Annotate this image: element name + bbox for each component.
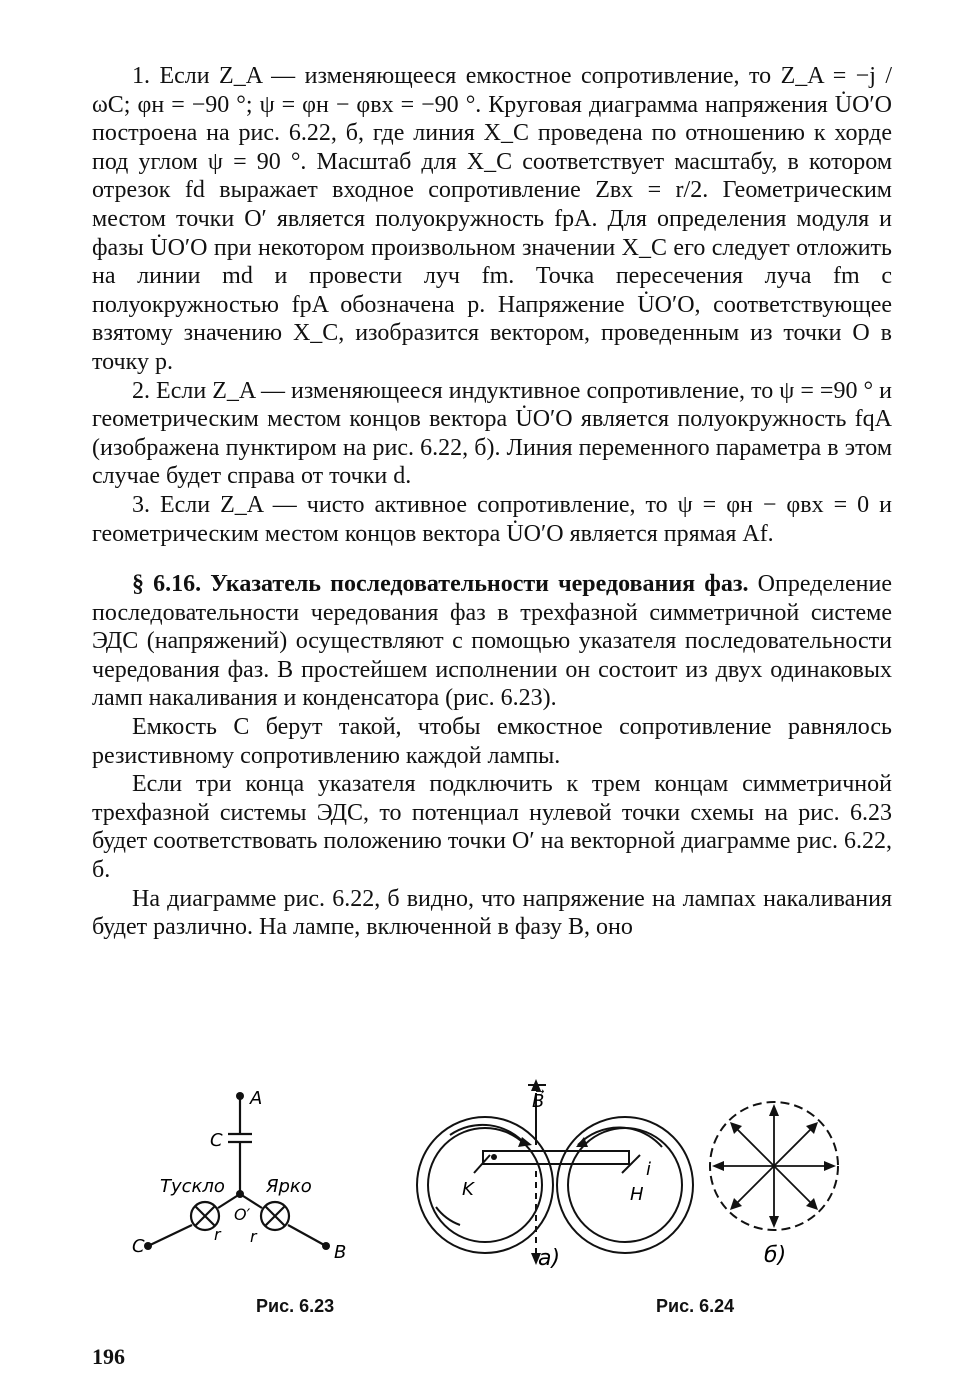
label-capacitor: C (210, 1130, 223, 1151)
section-heading: § 6.16. Указатель последовательности чередования фаз. (132, 571, 749, 598)
label-b-subfigure: б) (764, 1243, 787, 1268)
section-paragraph-4: На диаграмме рис. 6.22, б видно, что напряжение на лампах накаливания будет различно. На лампе, включенной в фазу B, оно (92, 885, 892, 941)
label-node: O′ (234, 1205, 251, 1224)
main-text (92, 62, 892, 942)
paragraph-case-3: 3. Если Z_A — чисто активное сопротивление, то ψ = φн − φвх = 0 и геометрическим местом концов вектора U̇O′O является прямая Af. (92, 491, 892, 547)
section-6-16-intro (92, 570, 892, 713)
label-k: K (462, 1179, 474, 1200)
label-dim: Тускло (160, 1176, 225, 1197)
label-bright: Ярко (266, 1176, 312, 1197)
label-r-right: r (250, 1227, 257, 1246)
figure-6-24b-radial (700, 1080, 850, 1275)
section-paragraph-3: Если три конца указателя подключить к трем концам симметричной трехфазной системы ЭДС, то потенциал нулевой точки схемы на рис. 6.23 будет соответствовать положению точки O′ на векторной диаграмме рис. 6.22, б. (92, 771, 892, 884)
figure-6-24a-rings (410, 1075, 700, 1280)
figure-6-23-circuit (130, 1080, 370, 1280)
figure-6-24-caption: Рис. 6.24 (656, 1296, 735, 1316)
label-field-vector: B⃗ (532, 1091, 545, 1112)
label-r-left: r (214, 1225, 221, 1244)
label-current: i (646, 1159, 652, 1180)
figure-6-23-caption: Рис. 6.23 (256, 1296, 335, 1316)
label-n: H (630, 1184, 644, 1205)
label-a-subfigure: а) (538, 1246, 561, 1271)
paragraph-case-1: 1. Если Z_A — изменяющееся емкостное сопротивление, то Z_A = −j /ωC; φн = −90 °; ψ = φн − φвх = −90 °. Круговая диаграмма напряжения U̇O′O построена на рис. 6.22, б, где линия X_C проведена по отношению к хорде под углом ψ = 90 °. Масштаб для X_C соответствует масштабу, в котором отрезок fd выражает входное сопротивление Zвх = r/2. Геометрическим местом точки O′ является полуокружность fpA. Для определения модуля и фазы U̇O′O при некотором произвольном значении X_C его следует отложить на линии md и провести луч fm. Точка пересечения луча fm с полуокружностью fpA обозначена p. Напряжение U̇O′O, соответствующее взятому значению X_C, изобразится вектором, проведенным из точки O в точку p. (92, 63, 892, 375)
section-paragraph-1: Определение последовательности чередования фаз в трехфазной симметричной системе ЭДС (напряжений) осуществляют с помощью указателя последовательности чередования фаз. В простейшем исполнении он состоит из двух одинаковых ламп накаливания и конденсатора (рис. 6.23). (92, 571, 893, 712)
label-b-end: B (334, 1242, 347, 1263)
paragraph-case-2: 2. Если Z_A — изменяющееся индуктивное сопротивление, то ψ = =90 ° и геометрическим местом концов вектора U̇O′O является полуокружность fqA (изображена пунктиром на рис. 6.22, б). Линия переменного параметра в этом случае будет справа от точки d. (92, 377, 892, 490)
label-c-end: C (132, 1236, 145, 1257)
label-a: A (250, 1088, 263, 1109)
section-paragraph-2: Емкость C берут такой, чтобы емкостное сопротивление равнялось резистивному сопротивлению каждой лампы. (92, 714, 892, 769)
page-number: 196 (92, 1344, 125, 1369)
